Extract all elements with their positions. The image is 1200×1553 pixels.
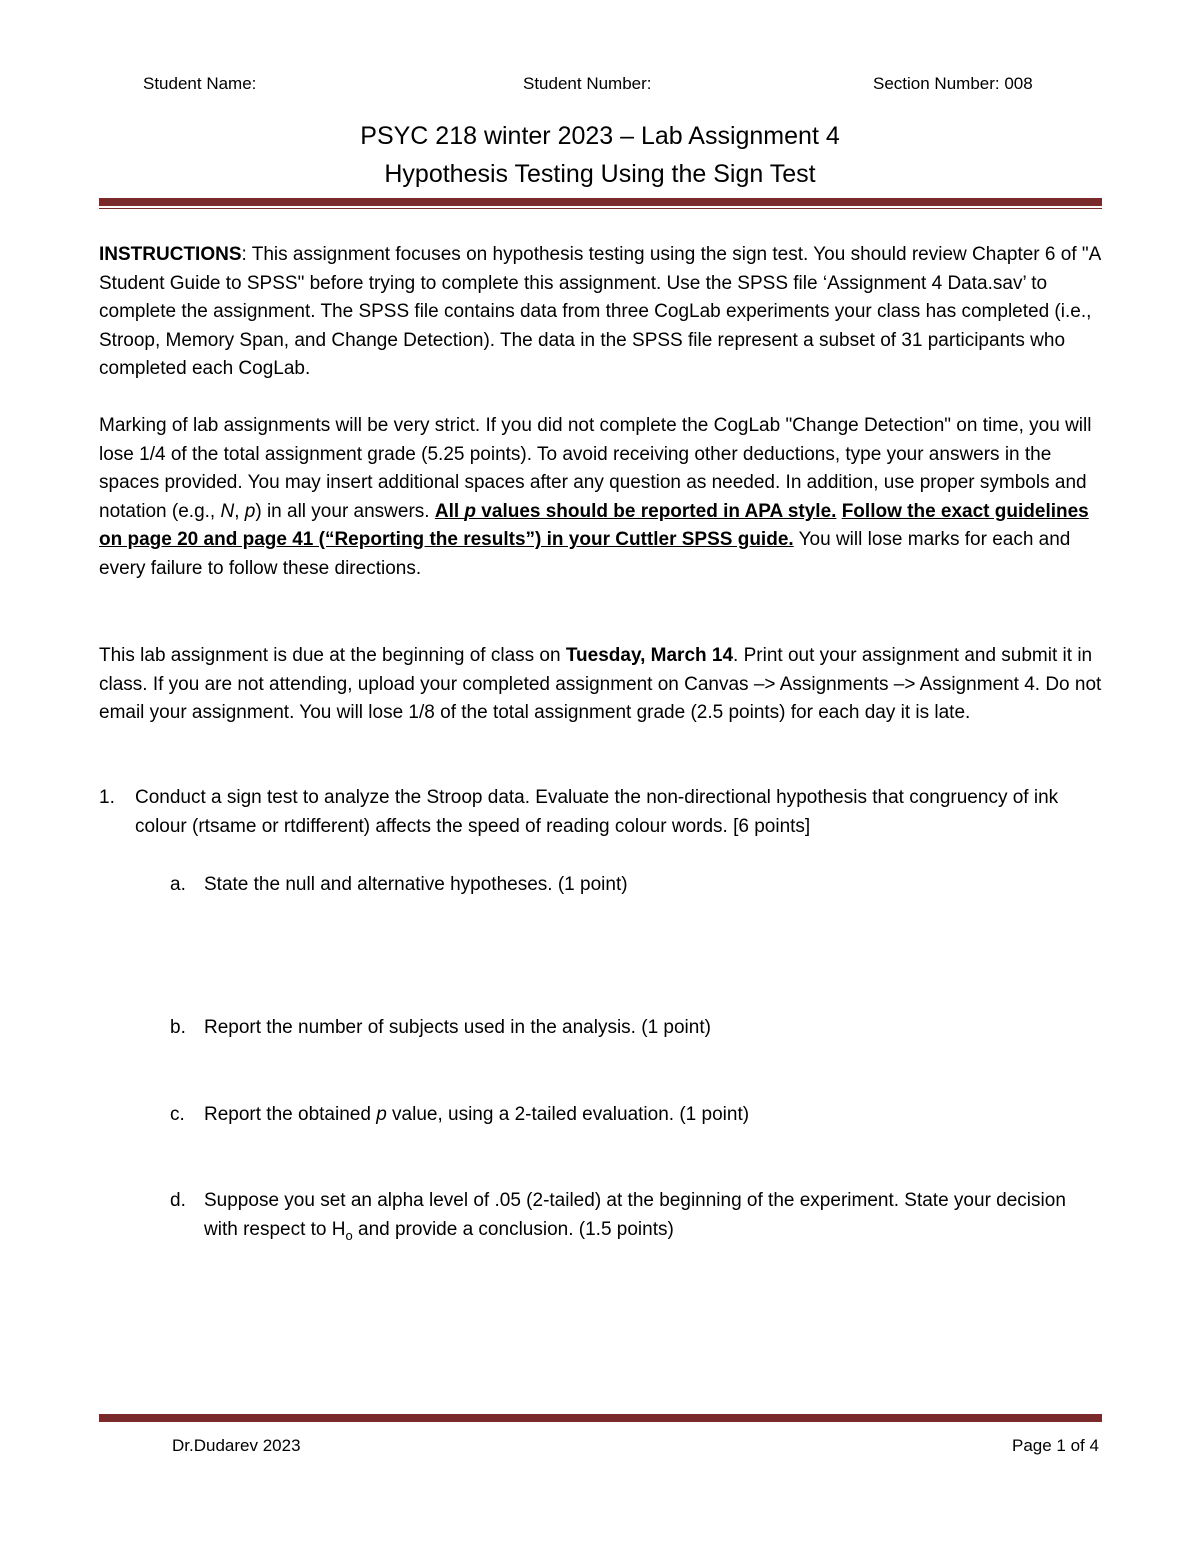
part-b-letter: b. xyxy=(170,1017,186,1038)
question-1-text: Conduct a sign test to analyze the Stroop data. Evaluate the non-directional hypothesis that congruency of ink colour (rtsame or rtdifferent) affects the speed of reading colour words. [6 points] xyxy=(135,787,1059,837)
page-number: Page 1 of 4 xyxy=(1012,1436,1099,1455)
instructions-paragraph: INSTRUCTIONS: This assignment focuses on hypothesis testing using the sign test. You should review Chapter 6 of "A Student Guide to SPSS" before trying to complete this assignment. Use the SPSS file ‘Assignment 4 Data.sav’ to complete the assignment. The SPSS file contains data from three CogLab experiments your class has completed (i.e., Stroop, Memory Span, and Change Detection). The data in the SPSS file represent a subset of 31 participants who completed each CogLab. xyxy=(99,244,1101,380)
title-divider xyxy=(99,198,1102,206)
due-paragraph: This lab assignment is due at the beginning of class on Tuesday, March 14. Print out your assignment and submit it in class. If you are not attending, upload your completed assignment on Canvas –> Assignments –> Assignment 4. Do not email your assignment. You will lose 1/8 of the total assignment grade (2.5 points) for each day it is late. xyxy=(99,645,1102,724)
part-c-letter: c. xyxy=(170,1104,185,1125)
instructions-text: This assignment focuses on hypothesis testing using the sign test. You should review Chapter 6 of "A Student Guide to SPSS" before trying to complete this assignment. Use the SPSS file ‘Assignment 4 Data.sav’ to complete the assignment. The SPSS file contains data from three CogLab experiments your class has completed (i.e., Stroop, Memory Span, and Change Detection). The data in the SPSS file represent a subset of 31 participants who completed each CogLab. xyxy=(99,244,1101,380)
due-date: Tuesday, March 14 xyxy=(565,645,734,666)
footer-author: Dr.Dudarev 2023 xyxy=(172,1436,301,1455)
part-d-text: Suppose you set an alpha level of .05 (2-tailed) at the beginning of the experiment. State your decision with respect to $H_o$ and provide a conclusion. (1.5 points) xyxy=(204,1190,1066,1243)
cuttler-guide-note: Follow the exact guidelines on page 20 and page 41 (“Reporting the results”) in your Cuttler SPSS guide. xyxy=(99,500,1089,551)
apa-style-note: All p values should be reported in APA style. xyxy=(434,500,837,522)
part-c-text: Report the obtained p value, using a 2-tailed evaluation. (1 point) xyxy=(204,1104,750,1125)
part-a-text: State the null and alternative hypotheses. (1 point) xyxy=(204,874,628,895)
student-name-label: Student Name: xyxy=(143,74,257,93)
question-1-number: 1. xyxy=(99,787,115,808)
student-number-label: Student Number: xyxy=(523,74,652,93)
part-b-text: Report the number of subjects used in the analysis. (1 point) xyxy=(204,1017,711,1038)
page-title: PSYC 218 winter 2023 – Lab Assignment 4 xyxy=(360,122,840,150)
marking-paragraph: Marking of lab assignments will be very strict. If you did not complete the CogLab "Change Detection" on time, you will lose 1/4 of the total assignment grade (5.25 points). To avoid receiving other deductions, type your answers in the spaces provided. You may insert additional spaces after any question as needed. In addition, use proper symbols and notation (e.g., N, p) in all your answers. All p values should be reported in APA style. Follow the exact guidelines on page 20 and page 41 (“Reporting the results”) in your Cuttler SPSS guide. You will lose marks for each and every failure to follow these directions. xyxy=(99,415,1092,579)
footer-divider xyxy=(99,1414,1102,1422)
page-subtitle: Hypothesis Testing Using the Sign Test xyxy=(384,160,816,188)
section-number-label: Section Number: 008 xyxy=(873,74,1033,93)
instructions-label: INSTRUCTIONS xyxy=(99,244,242,265)
part-d-letter: d. xyxy=(170,1190,186,1211)
part-a-letter: a. xyxy=(170,874,186,895)
